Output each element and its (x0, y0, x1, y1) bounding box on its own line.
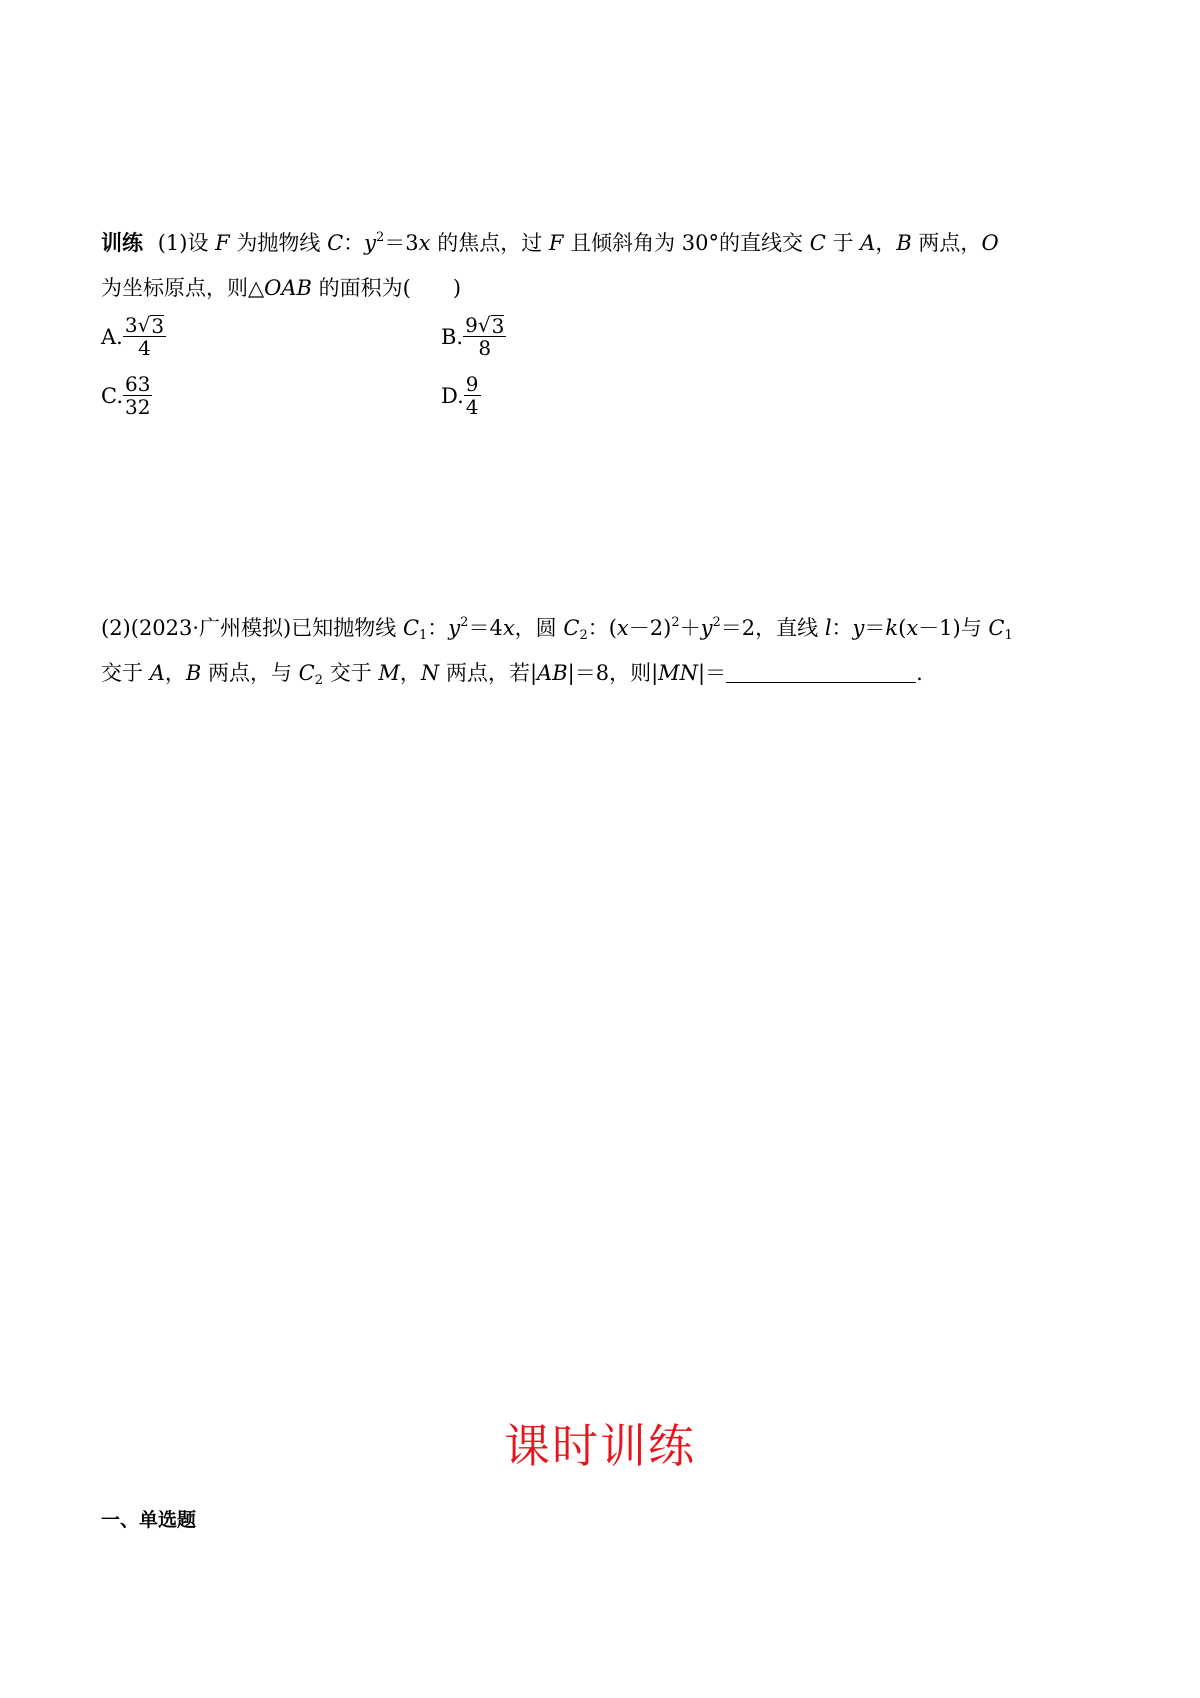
choice-label: B. (441, 324, 464, 349)
section-heading: 一、单选题 (101, 1509, 197, 1531)
page-title: 课时训练 (504, 1419, 696, 1473)
problem2-line1: (2)(2023·广州模拟)已知抛物线 $C_1$：$y^2=4x$，圆 $C_2$：$(x-2)^2+y^2=2$，直线 l：y＝k(x－1)与 $C_1$ (101, 615, 1013, 643)
choice-a[interactable] (101, 314, 166, 359)
problem1-line2: 为坐标原点，则△OAB 的面积为( ) (101, 276, 462, 300)
problem2-line2: 交于 A，B 两点，与 $C_2$ 交于 M，N 两点，若|AB|＝8，则|MN|＝ . (101, 661, 923, 688)
problem1-line1: 训练 (1)设 F 为抛物线 C：$y^2=3x$ 的焦点，过 F 且倾斜角为 30°的直线交 C 于 A，B 两点，O (101, 230, 999, 255)
choice-b[interactable] (441, 314, 506, 359)
choice-label: D. (441, 383, 464, 408)
choice-label: C. (101, 383, 123, 408)
training-heading: 训练 (101, 230, 143, 255)
fraction: 9 √ 3 8 (465, 313, 505, 360)
problem-number: (1) (157, 231, 188, 255)
choice-d[interactable] (441, 373, 481, 418)
choice-c[interactable] (101, 373, 152, 418)
answer-blank[interactable] (726, 660, 916, 683)
sqrt: √ 3 (137, 313, 165, 338)
fraction: $\frac{63}{32}$ (125, 372, 151, 419)
fraction: 3 √ 3 4 (124, 313, 165, 360)
choice-label: A. (101, 324, 123, 349)
fraction: $\frac{9}{4}$ (465, 372, 479, 419)
sqrt: √ 3 (477, 313, 505, 338)
